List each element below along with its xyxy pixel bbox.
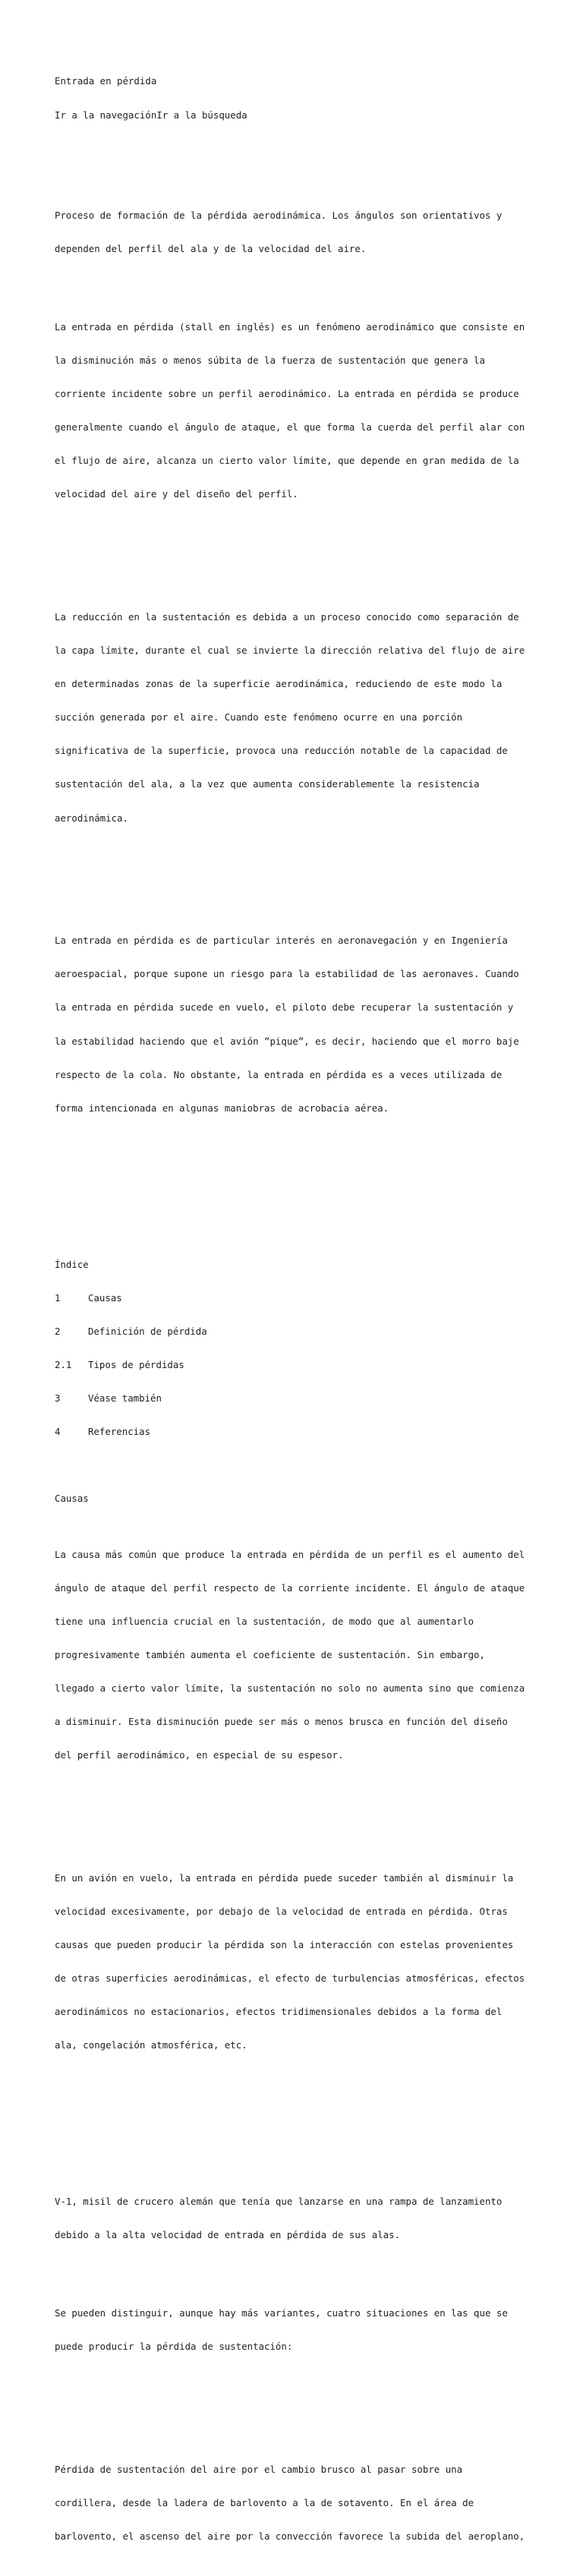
text-line: La entrada en pérdida es de particular interés en aeronavegación y en Ingeniería — [55, 935, 508, 947]
text-line: Pérdida de sustentación del aire por el cambio brusco al pasar sobre una — [55, 2464, 463, 2475]
text-line: respecto de la cola. No obstante, la entrada en pérdida es a veces utilizada de — [55, 1068, 503, 1080]
text-line: ángulo de ataque del perfil respecto de la corriente incidente. El ángulo de ataque — [55, 1581, 525, 1594]
spacer — [55, 1806, 540, 1818]
toc-item[interactable] — [55, 1293, 540, 1304]
text-line: la capa límite, durante el cual se invierte la dirección relativa del flujo de aire — [55, 645, 525, 657]
text-line: velocidad del aire y del diseño del perfil. — [55, 488, 298, 500]
toc-item[interactable] — [55, 1326, 540, 1338]
text-line: Se pueden distinguir, aunque hay más variantes, cuatro situaciones en las que se — [55, 2307, 508, 2319]
causas-paragraph — [55, 1527, 540, 1783]
toc-item-number: 2 — [55, 1325, 61, 1337]
intro-caption — [55, 188, 540, 277]
toc-item-label: Referencias — [88, 1425, 151, 1437]
text-line: la entrada en pérdida sucede en vuelo, el piloto debe recuperar la sustentación y — [55, 1001, 514, 1014]
text-line: succión generada por el aire. Cuando este fenómeno ocurre en una porción — [55, 711, 463, 724]
text-line: aerodinámica. — [55, 812, 128, 824]
navigation-links[interactable]: Ir a la navegaciónIr a la búsqueda — [55, 109, 247, 121]
section-heading-causas: Causas — [55, 1493, 89, 1505]
causas-paragraph-flight — [55, 1851, 540, 2074]
text-line: cordillera, desde la ladera de barlovento a la de sotavento. En el área de — [55, 2497, 474, 2509]
text-line: la disminución más o menos súbita de la fuerza de sustentación que genera la — [55, 354, 485, 366]
text-line: Proceso de formación de la pérdida aerodinámica. Los ángulos son orientativos y — [55, 209, 503, 221]
text-line: en determinadas zonas de la superficie aerodinámica, reduciendo de este modo la — [55, 678, 503, 690]
toc-item-number: 2.1 — [55, 1358, 72, 1370]
table-of-contents — [55, 1237, 540, 1460]
text-line: de otras superficies aerodinámicas, el efecto de turbulencias atmosféricas, efectos — [55, 1972, 525, 1985]
text-line: puede producir la pérdida de sustentación: — [55, 2341, 293, 2353]
intro-paragraph — [55, 299, 540, 522]
situation-paragraph — [55, 2442, 540, 2565]
text-line: tiene una influencia crucial en la sustentación, de modo que al aumentarlo — [55, 1615, 474, 1627]
spacer — [55, 2096, 540, 2108]
spacer — [55, 1192, 540, 1203]
spacer — [55, 869, 540, 880]
toc-item[interactable] — [55, 1393, 540, 1405]
text-line: progresivamente también aumenta el coeficiente de sustentación. Sin embargo, — [55, 1648, 485, 1660]
toc-item[interactable] — [55, 1427, 540, 1438]
text-line: aerodinámicos no estacionarios, efectos tridimensionales debidos a la forma del — [55, 2006, 503, 2018]
text-line: a disminuir. Esta disminución puede ser más o menos brusca en función del diseño — [55, 1716, 508, 1728]
page-title: Entrada en pérdida — [55, 75, 157, 87]
text-line: generalmente cuando el ángulo de ataque, el que forma la cuerda del perfil alar con — [55, 421, 525, 434]
situations-intro — [55, 2286, 540, 2376]
text-line: V-1, misil de crucero alemán que tenía que lanzarse en una rampa de lanzamiento — [55, 2196, 503, 2208]
text-line: velocidad excesivamente, por debajo de la velocidad de entrada en pérdida. Otras — [55, 1906, 508, 1918]
text-line: del perfil aerodinámico, en especial de su espesor. — [55, 1749, 344, 1761]
toc-item[interactable] — [55, 1360, 540, 1371]
toc-item-number: 1 — [55, 1291, 61, 1304]
spacer — [55, 2398, 540, 2409]
document-page — [55, 54, 540, 2576]
text-line: La entrada en pérdida (stall en inglés) es un fenómeno aerodinámico que consiste en — [55, 320, 525, 333]
spacer — [55, 545, 540, 557]
text-line: ala, congelación atmosférica, etc. — [55, 2039, 247, 2051]
toc-item-number: 4 — [55, 1425, 61, 1437]
spacer — [55, 2130, 540, 2141]
text-line: La causa más común que produce la entrada en pérdida de un perfil es el aumento del — [55, 1548, 525, 1560]
text-line: significativa de la superficie, provoca una reducción notable de la capacidad de — [55, 745, 508, 757]
spacer — [55, 143, 540, 155]
text-line: barlovento, el ascenso del aire por la convección favorece la subida del aeroplano, — [55, 2530, 525, 2543]
toc-item-label: Causas — [88, 1291, 122, 1304]
text-line: debido a la alta velocidad de entrada en pérdida de sus alas. — [55, 2229, 401, 2241]
text-line: sustentación del ala, a la vez que aumenta considerablemente la resistencia — [55, 778, 480, 790]
toc-item-label: Tipos de pérdidas — [88, 1358, 184, 1370]
text-line: causas que pueden producir la pérdida son la interacción con estelas provenientes — [55, 1939, 514, 1951]
toc-item-number: 3 — [55, 1392, 61, 1404]
paragraph-aeronautics-interest — [55, 913, 540, 1137]
text-line: llegado a cierto valor límite, la sustentación no solo no aumenta sino que comienza — [55, 1682, 525, 1695]
toc-heading: Índice — [55, 1258, 89, 1270]
text-line: dependen del perfil del ala y de la velocidad del aire. — [55, 242, 367, 254]
toc-item-label: Véase también — [88, 1392, 162, 1404]
text-line: corriente incidente sobre un perfil aerodinámico. La entrada en pérdida se produce — [55, 387, 519, 399]
spacer — [55, 1159, 540, 1170]
v1-caption — [55, 2174, 540, 2264]
paragraph-boundary-layer — [55, 590, 540, 847]
toc-item-label: Definición de pérdida — [88, 1325, 207, 1337]
text-line: En un avión en vuelo, la entrada en pérdida puede suceder también al disminuir la — [55, 1871, 514, 1884]
text-line: La reducción en la sustentación es debida a un proceso conocido como separación de — [55, 610, 519, 623]
text-line: aeroespacial, porque supone un riesgo para la estabilidad de las aeronaves. Cuando — [55, 968, 519, 980]
text-line: la estabilidad haciendo que el avión ”pique”, es decir, haciendo que el morro baje — [55, 1035, 519, 1047]
text-line: forma intencionada en algunas maniobras de acrobacia aérea. — [55, 1102, 389, 1114]
text-line: el flujo de aire, alcanza un cierto valor límite, que depende en gran medida de la — [55, 455, 519, 467]
